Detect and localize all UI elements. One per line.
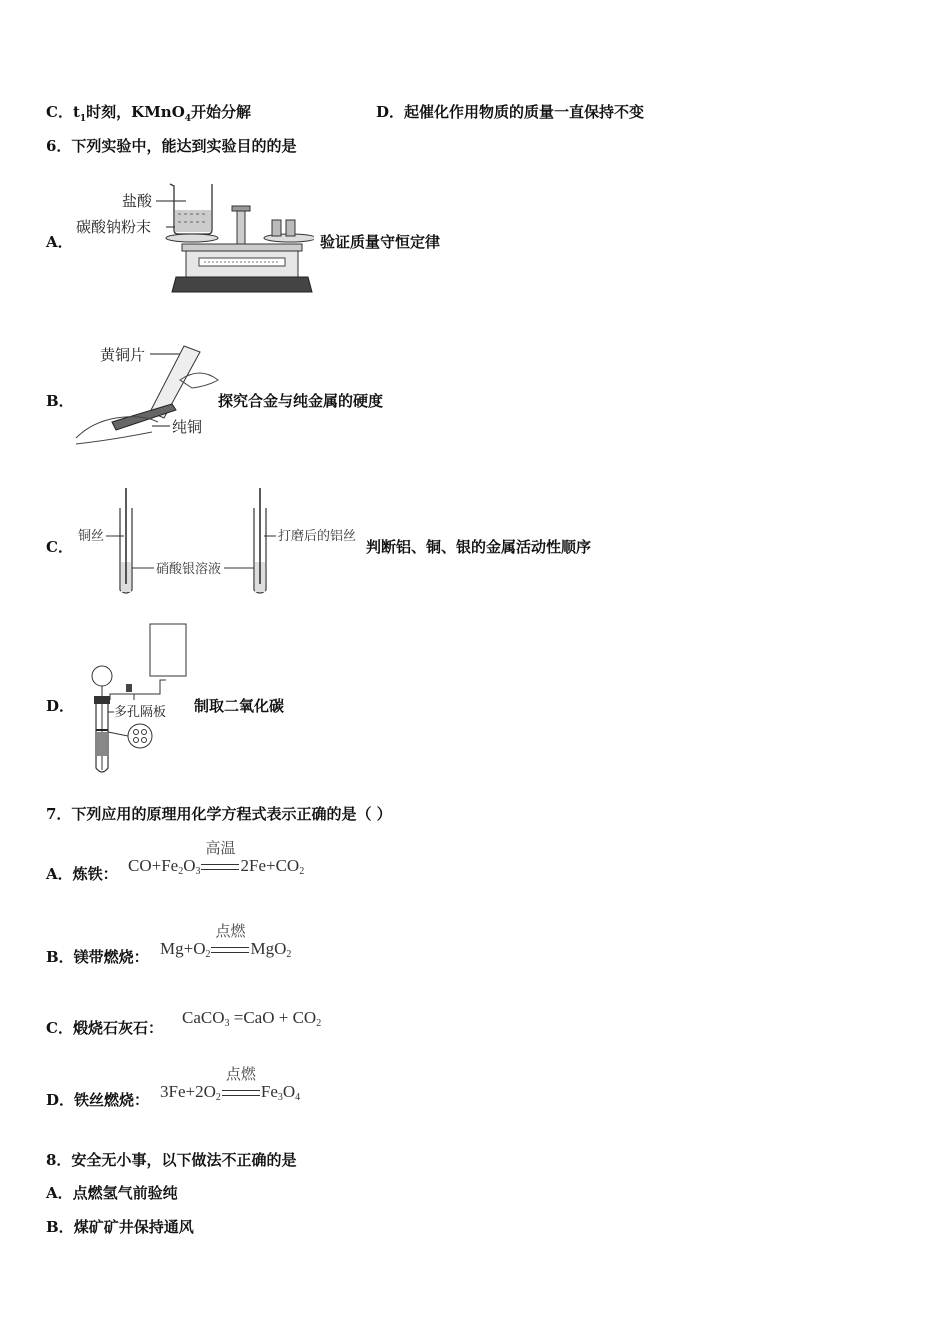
q6-option-d-desc: 制取二氧化碳	[194, 697, 285, 715]
gas-generator-figure	[82, 620, 192, 778]
svg-text:硝酸银溶液: 硝酸银溶液	[156, 562, 222, 577]
q6-option-a-label: A．	[46, 233, 73, 251]
question-6-stem: 6．下列实验中，能达到实验目的的是	[46, 137, 297, 155]
q7-option-b-label: B．镁带燃烧：	[46, 948, 149, 966]
svg-text:打磨后的铝丝: 打磨后的铝丝	[278, 529, 357, 544]
q7-equation-a: $CO+Fe_2O_3$ 高温 $2Fe+CO_2$	[128, 839, 305, 877]
q6-option-a-desc: 验证质量守恒定律	[320, 233, 441, 251]
q6-option-b-desc: 探究合金与纯金属的硬度	[218, 392, 384, 410]
svg-text:黄铜片: 黄铜片	[100, 346, 146, 364]
svg-text:碳酸钠粉末: 碳酸钠粉末	[76, 218, 152, 236]
svg-text:盐酸: 盐酸	[122, 192, 153, 210]
q7-option-c-label: C．煅烧石灰石：	[46, 1019, 163, 1037]
q6-option-d-label: D．	[46, 697, 75, 715]
q8-option-a: A．点燃氢气前验纯	[46, 1184, 178, 1202]
question-8-stem: 8．安全无小事，以下做法不正确的是	[46, 1151, 297, 1169]
q7-equation-b: $Mg+O_2$ 点燃 MgO$_2$	[160, 922, 292, 960]
scratch-test-figure	[72, 340, 222, 450]
q7-equation-c: CaCO$_3$ $=CaO + CO_2$	[182, 1008, 322, 1029]
q6-option-c-desc: 判断铝、铜、银的金属活动性顺序	[366, 538, 592, 556]
svg-text:多孔隔板: 多孔隔板	[114, 705, 167, 720]
question-7-stem: 7．下列应用的原理用化学方程式表示正确的是（ ）	[46, 805, 392, 823]
q6-option-b-label: B．	[46, 392, 74, 410]
q6-option-c-label: C．	[46, 538, 73, 556]
svg-text:纯铜: 纯铜	[172, 418, 203, 436]
q7-option-d-label: D．铁丝燃烧：	[46, 1091, 150, 1109]
q7-equation-d: $3Fe+2O_2$ 点燃 $Fe_3O_4$	[160, 1065, 301, 1103]
balance-apparatus-figure	[74, 176, 314, 300]
test-tubes-figure	[74, 486, 364, 598]
q8-option-b: B．煤矿矿井保持通风	[46, 1218, 194, 1236]
q7-option-a-label: A．炼铁：	[46, 865, 118, 883]
option-d-prev: D．起催化作用物质的质量一直保持不变	[376, 103, 645, 121]
svg-text:铜丝: 铜丝	[78, 529, 105, 544]
option-c-prev: C．$t_1$时刻，KMnO$_4$开始分解	[46, 103, 252, 124]
